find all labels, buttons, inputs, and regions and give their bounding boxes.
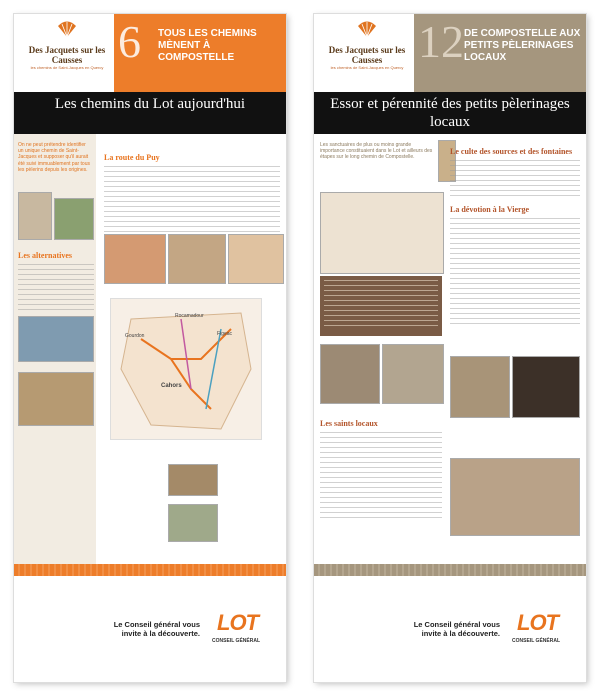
sources-section <box>450 142 580 328</box>
scallop-shell-icon <box>356 20 378 38</box>
page-title: Essor et pérennité des petits pèlerinages locaux <box>314 92 586 134</box>
headline: TOUS LES CHEMINS MÈNENT À COMPOSTELLE <box>158 28 257 63</box>
number-box <box>414 14 586 92</box>
highlight-text-block <box>324 280 438 330</box>
body-text-block <box>104 166 280 232</box>
photo-cloister <box>104 234 166 284</box>
panel-number: 12 <box>418 16 464 67</box>
map-graphic <box>111 299 261 439</box>
brand-subtitle: CONSEIL GÉNÉRAL <box>512 638 560 644</box>
logo <box>322 20 412 86</box>
body-text-block <box>320 432 442 522</box>
footer-stripe <box>314 564 586 576</box>
photo-altar <box>320 344 380 404</box>
photo-procession <box>450 458 580 536</box>
photo-landscape <box>54 198 94 240</box>
map-label-figeac: Figeac <box>217 331 233 337</box>
body-text-block <box>450 160 580 200</box>
photo-madonna <box>512 356 580 418</box>
map-label-gourdon: Gourdon <box>125 333 145 339</box>
lead-paragraph: On ne peut prétendre identifier un unique chemin de Saint-Jacques et supposer qu'il aurait été suivi immuablement par tous les pèlerins depuis les origines. <box>18 142 90 173</box>
section-heading: Le culte des sources et des fontaines <box>450 147 573 156</box>
route-map <box>110 298 262 440</box>
brand-logo: LOT <box>217 610 258 635</box>
lead-paragraph: Les sanctuaires de plus ou moins grande importance constituaient dans le Lot et ailleurs des étapes sur le long chemin de Compostelle. <box>320 142 433 161</box>
photo-town <box>168 464 218 496</box>
footer <box>314 564 586 682</box>
panel-1 <box>14 14 286 682</box>
logo <box>22 20 112 86</box>
panel-body <box>14 134 286 564</box>
intro-column <box>320 142 436 161</box>
body-text-block <box>450 218 580 328</box>
footer <box>14 564 286 682</box>
photo-statue <box>18 192 52 240</box>
logo-subtitle: les chemins de Saint-Jacques en Quercy <box>30 65 104 70</box>
body-text-block <box>18 264 94 314</box>
panel-header <box>14 14 286 92</box>
photo-crowd <box>382 344 444 404</box>
map-label-cahors: Cahors <box>161 383 182 389</box>
highlight-box <box>320 276 442 336</box>
headline: DE COMPOSTELLE AUX PETITS PÈLERINAGES LOCAUX <box>464 28 581 63</box>
panel-header <box>314 14 586 92</box>
saints-section <box>320 414 442 522</box>
photo-dolmen <box>168 504 218 542</box>
scallop-shell-icon <box>56 20 78 38</box>
alternatives-section <box>18 246 94 314</box>
section-heading: Les alternatives <box>18 251 72 260</box>
brand-logo: LOT <box>517 610 558 635</box>
left-column <box>18 142 92 173</box>
brand-subtitle: CONSEIL GÉNÉRAL <box>212 638 260 644</box>
number-box <box>114 14 286 92</box>
section-heading: La route du Puy <box>104 153 160 162</box>
footer-stripe <box>14 564 286 576</box>
photo-village <box>168 234 226 284</box>
logo-title: Des Jacquets sur les Causses <box>328 45 406 65</box>
photo-bridge <box>18 316 94 362</box>
photo-church <box>18 372 94 426</box>
panel-body <box>314 134 586 564</box>
logo-subtitle: les chemins de Saint-Jacques en Quercy <box>330 65 404 70</box>
panel-2 <box>314 14 586 682</box>
photo-interior <box>228 234 284 284</box>
photo-chapel <box>320 192 444 274</box>
section-heading: La dévotion à la Vierge <box>450 205 530 214</box>
panel-number: 6 <box>118 16 141 67</box>
photo-shrine <box>450 356 510 418</box>
logo-title: Des Jacquets sur les Causses <box>28 45 106 65</box>
puy-section <box>104 148 280 232</box>
invite-text: Le Conseil général vous invite à la découverte. <box>413 620 500 638</box>
map-label-rocamadour: Rocamadour <box>175 313 204 319</box>
invite-text: Le Conseil général vous invite à la découverte. <box>113 620 200 638</box>
page-title: Les chemins du Lot aujourd'hui <box>14 92 286 134</box>
section-heading: Les saints locaux <box>320 419 378 428</box>
